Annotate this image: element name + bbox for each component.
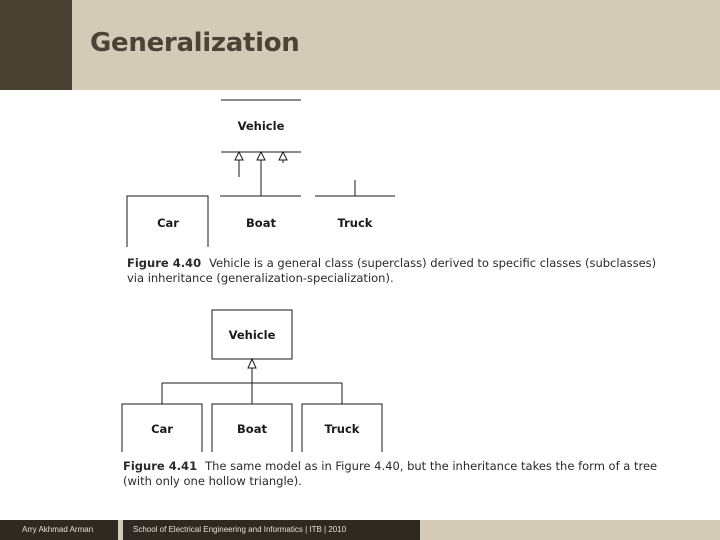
fig40-caption-line2: via inheritance (generalization-specialization). bbox=[127, 271, 394, 285]
fig40-subclass-label-car: Car bbox=[157, 216, 179, 230]
slide-footer bbox=[0, 520, 720, 540]
fig41-superclass-label: Vehicle bbox=[228, 328, 276, 342]
fig40-caption bbox=[127, 256, 656, 286]
fig40-subclass-label-truck: Truck bbox=[337, 216, 373, 230]
slide-title: Generalization bbox=[90, 28, 300, 58]
fig41-caption-text1: The same model as in Figure 4.40, but the inheritance takes the form of a tree bbox=[205, 459, 658, 473]
fig40-inheritance-arrows bbox=[235, 152, 355, 196]
fig40-caption-label: Figure 4.40 bbox=[127, 256, 202, 270]
fig41-caption bbox=[123, 459, 657, 489]
fig40-caption-line1 bbox=[127, 256, 656, 271]
fig41-inheritance-tree bbox=[162, 359, 342, 404]
fig41-subclass-label-car: Car bbox=[151, 422, 173, 436]
footer-author: Arry Akhmad Arman bbox=[0, 520, 118, 540]
fig41-caption-line1 bbox=[123, 459, 657, 474]
fig41-caption-line2: (with only one hollow triangle). bbox=[123, 474, 302, 488]
fig41-subclass-label-truck: Truck bbox=[324, 422, 360, 436]
fig40-caption-text1: Vehicle is a general class (superclass) derived to specific classes (subclasses) bbox=[209, 256, 657, 270]
fig41-subclass-label-boat: Boat bbox=[237, 422, 267, 436]
fig40-subclass-label-boat: Boat bbox=[246, 216, 276, 230]
fig41-caption-label: Figure 4.41 bbox=[123, 459, 198, 473]
footer-info: School of Electrical Engineering and Informatics | ITB | 2010 bbox=[123, 520, 420, 540]
fig40-superclass-label: Vehicle bbox=[237, 119, 285, 133]
